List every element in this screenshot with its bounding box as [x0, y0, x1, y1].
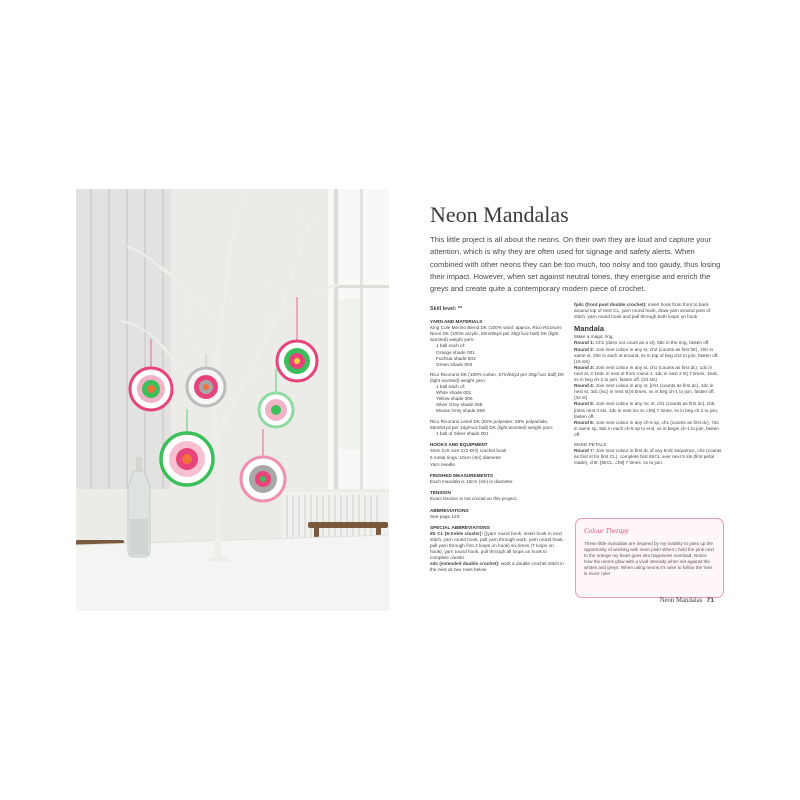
- materials-column: [430, 306, 566, 573]
- make-petals-heading: MAKE PETALS:: [574, 441, 608, 447]
- round-7: [574, 448, 722, 466]
- mandala-heading: Mandala: [574, 324, 605, 334]
- yarn-2-line: White shade 001: [436, 390, 472, 396]
- page-footer: [660, 597, 714, 604]
- tip-body: These little mandalas are inspired by my inability to pass up the opportunity of working with neon pink! When I hold the pink next to the orange my heart goes into happiness overload. Notice how the neons glow with a vivid intensity when set against the whites and greys. When using neons it's wise to follow the 'less is more' rule!: [584, 541, 714, 576]
- hooks-line: Yarn needle: [430, 462, 455, 468]
- special-abbreviation-text: [(yarn round hook, insert hook in next stitch, yarn round hook, pull yarn through work, yarn round hook, pull yarn through first 2 loops on hook) six times (7 loops on hook), yarn round hook, pull through all loops on hook to complete cluster.: [430, 530, 564, 561]
- colour-therapy-tip-box: [575, 518, 724, 598]
- round-text: Join next colour in any inc st, ch1 (counts as first dc), ch5, [miss next 3 sts, 1dc in next inc st, ch5] 7 times, ss in beg ch 1 to join, fasten off.: [574, 401, 719, 419]
- skill-level: Skill level: **: [430, 306, 463, 312]
- hooks-line: 6 metal rings, 10cm (4in) diameter: [430, 454, 502, 460]
- page-number: 71: [706, 597, 714, 604]
- pattern-column: [574, 302, 722, 466]
- round-label: Round 6:: [574, 419, 595, 425]
- special-abbreviation-text: work a double crochet stitch in the next dc two rows below: [430, 561, 564, 573]
- round-text: Ch1 (does not count as a st), 8dc in the ring, fasten off.: [594, 340, 710, 346]
- special-abbreviation-label: edc (extended double crochet):: [430, 561, 500, 567]
- round-6: [574, 420, 722, 438]
- abbreviations-heading: ABBREVIATIONS: [430, 507, 469, 513]
- yarn-heading: YARN AND MATERIALS: [430, 319, 483, 325]
- round-label: Round 7:: [574, 448, 595, 454]
- yarn-1-line: 1 ball each of:: [436, 343, 466, 349]
- yarn-1-line: Fuchsia shade 002: [436, 355, 476, 361]
- project-photo: [76, 189, 389, 611]
- round-text: Join next colour in any st, [ch1 (counts as first dc), 1dc in next st, 3dc (inc) in next st] 8 times, ss in beg ch-1 to join, fasten off. (32 st): [574, 383, 715, 401]
- yarn-item-2: Rico Ricorumi DK (100% cotton, 57m/62yd per 25g/⅞oz ball) DK (light worsted) weight yarn:: [430, 371, 565, 383]
- round-4: [574, 383, 722, 401]
- round-3: [574, 365, 722, 383]
- special-abbreviation-2: [430, 561, 566, 573]
- yarn-2-line: Silver Grey shade 058: [436, 402, 483, 408]
- yarn-3-line: 1 ball of Silver shade 001: [436, 430, 489, 436]
- hooks-heading: HOOKS AND EQUIPMENT: [430, 441, 488, 447]
- yarn-item-1: King Cole Merino Blend DK (100% wool; approx. Rico Ricorumi Neon DK (100% acrylic, 60m/65yd per 25g/⅞oz ball) DK (light worsted) weight yarn:: [430, 325, 562, 343]
- tip-title: Colour Therapy: [584, 527, 629, 535]
- round-label: Round 3:: [574, 364, 595, 370]
- round-label: Round 1:: [574, 340, 595, 346]
- round-label: Round 5:: [574, 401, 595, 407]
- table: [76, 535, 389, 611]
- hooks-line: 3mm (US size C/2-D/3) crochet hook: [430, 447, 507, 453]
- photo-illustration: [76, 189, 389, 611]
- footer-section-title: Neon Mandalas: [659, 597, 703, 604]
- round-label: Round 2:: [574, 346, 595, 352]
- tension-heading: TENSION: [430, 490, 451, 496]
- yarn-2-line: Yellow shade 006: [436, 396, 473, 402]
- yarn-2-line: Mouse Grey shade 059: [436, 408, 485, 414]
- round-text: Join next colour in any st, ch1 (counts as first dc), 1dc in next st, 2 1edc in next st from round 1, 1dc in next 2 st] 7 times, 1edc, ss in beg ch-1 to join, fasten off. (24 sts): [574, 364, 719, 383]
- yarn-2-line: 1 ball each of:: [436, 384, 466, 390]
- round-label: Round 4:: [574, 383, 595, 389]
- fpdc-text: insert hook from front to back around top of next CL, yarn round hook, draw yarn around post of stitch, yarn round hook and pull through both loops on hook: [574, 302, 711, 320]
- yarn-1-line: Green shade 003: [436, 361, 473, 367]
- special-abbreviation-label: 6tr CL (6-treble cluster):: [430, 530, 484, 536]
- fpdc-definition: [574, 302, 722, 320]
- make-ring-instruction: Make a magic ring.: [574, 334, 614, 340]
- yarn-item-3: Rico Ricorumi Lamé DK (92% polyester, 28% polyamide, 50m/54yd per 10g/⅓oz ball) DK (light worsted) weight yarn:: [430, 418, 554, 430]
- fpdc-label: fpdc (front post double crochet):: [574, 302, 647, 307]
- round-text: Join next colour in any st, ch2 (counts as first htr), 1htr in same st, 2htr in each st around, ss in top of beg ch2 to join, fasten off. (16 sts): [574, 346, 719, 364]
- special-abbreviations-heading: SPECIAL ABBREVIATIONS: [430, 524, 490, 530]
- intro-paragraph: This little project is all about the neons. On their own they are loud and capture your attention, which is why they are often used for signage and safety alerts. When combined with other neons they can be too much, too noisy and too gaudy, thus losing their impact. However, when set against neutral tones, they energise and enrich the greys and create quite a contemporary modern piece of crochet.: [430, 235, 721, 294]
- special-abbreviation-1: [430, 531, 566, 561]
- round-2: [574, 347, 722, 365]
- window: [328, 189, 389, 489]
- round-5: [574, 401, 722, 419]
- round-text: Join next colour in first dc of any 8-dc sequence, ch2 (counts as first st for first CL), complete first 6trCL over next 5 sts (first petal made), ch8, [6trCL, ch8] 7 times, ss to join.: [574, 448, 722, 466]
- abbreviations-text: See page 123.: [430, 513, 461, 519]
- finished-text: Each mandala is 10cm (4in) in diameter.: [430, 479, 514, 485]
- finished-heading: FINISHED MEASUREMENTS: [430, 473, 494, 479]
- yarn-1-line: Orange shade 001: [436, 349, 475, 355]
- page-title: Neon Mandalas: [430, 202, 569, 227]
- round-text: Join next colour in any ch-5 sp, ch1 (counts as first dc), 7dc in same sp, 8dc in each ch-5 sp to end, ss in begin ch-1 to join, fasten off.: [574, 419, 719, 437]
- tension-text: Exact tension is not crucial on this project.: [430, 496, 518, 502]
